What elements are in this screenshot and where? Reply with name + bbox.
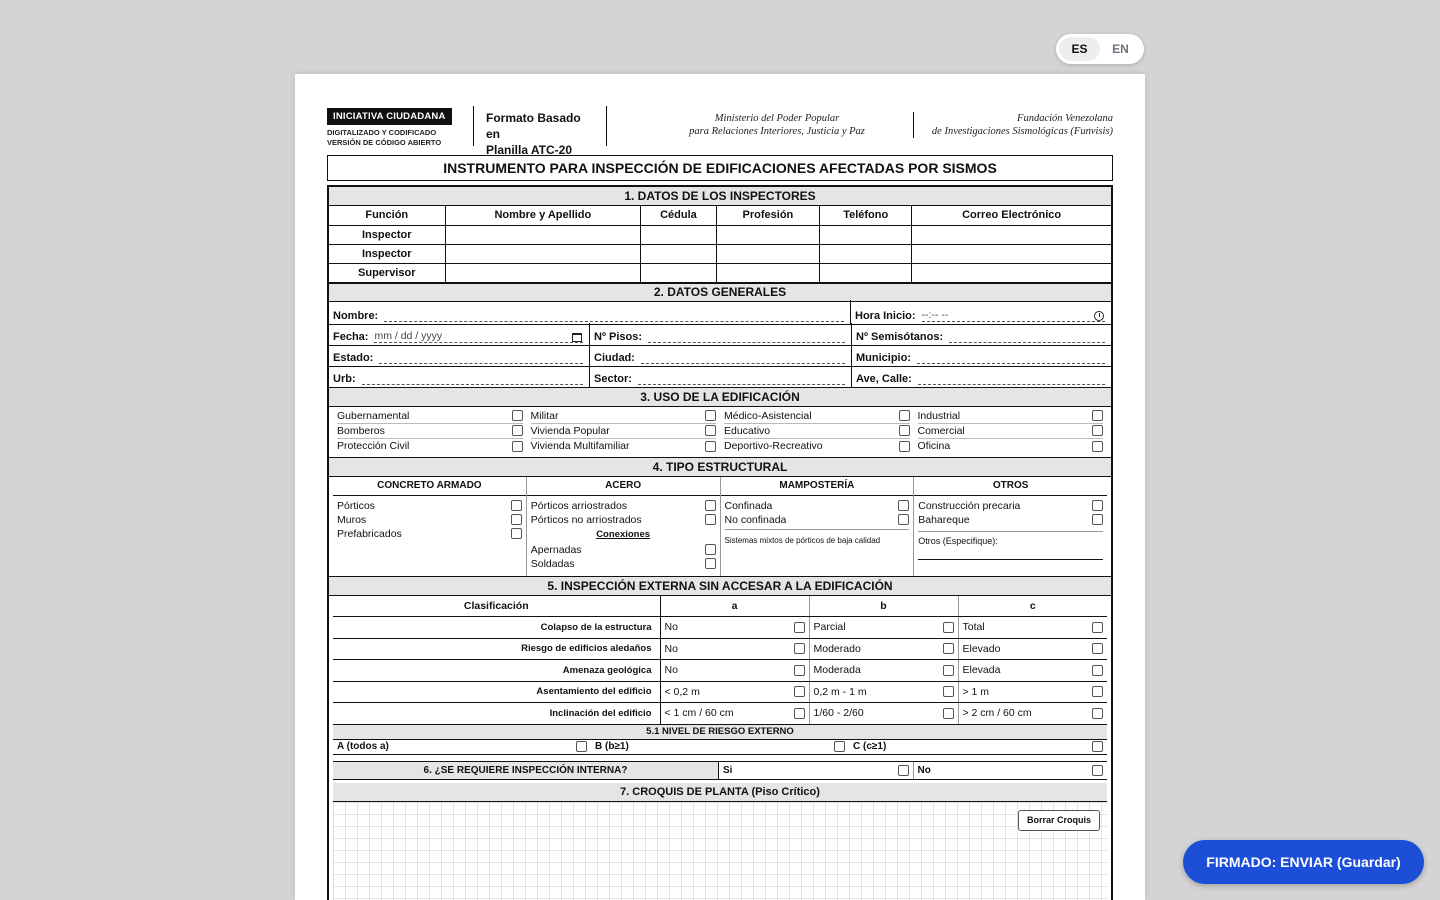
col-header: b [809, 596, 958, 617]
otros-title: OTROS [914, 477, 1107, 496]
option-label: Moderada [813, 664, 861, 677]
option-checkbox[interactable] [1092, 665, 1103, 676]
ministry-line-1: Ministerio del Poder Popular [714, 113, 840, 124]
option-label: Apernadas [530, 543, 582, 556]
ciudad-input[interactable] [641, 352, 845, 364]
criteria-label: Amenaza geológica [333, 660, 660, 682]
structure-option [918, 499, 1103, 513]
option-checkbox[interactable] [943, 686, 954, 697]
brand-sub-1: DIGITALIZADO Y CODIFICADO [327, 128, 437, 137]
usage-option [337, 409, 523, 424]
clock-icon [1094, 311, 1104, 321]
option-label: < 0,2 m [664, 685, 700, 698]
option-checkbox[interactable] [794, 708, 805, 719]
option-c [958, 660, 1107, 682]
concreto-column [333, 477, 527, 576]
usage-label: Oficina [917, 440, 951, 452]
option-label: > 2 cm / 60 cm [962, 707, 1032, 720]
format-line-1: Formato Basado en [486, 111, 581, 141]
col-header: Nombre y Apellido [445, 206, 641, 225]
option-label: No [664, 621, 678, 634]
usage-option [918, 424, 1104, 439]
format-label [473, 106, 607, 157]
section-1-title: 1. DATOS DE LOS INSPECTORES [329, 187, 1111, 206]
risk-level-checkbox[interactable] [834, 741, 845, 752]
option-a [660, 617, 809, 639]
table-row [333, 660, 1107, 682]
option-checkbox[interactable] [898, 500, 909, 511]
foundation-line-1: Fundación Venezolana [1017, 113, 1113, 124]
yes-option [719, 762, 914, 779]
option-checkbox[interactable] [511, 514, 522, 525]
otros-column [914, 477, 1107, 576]
option-checkbox[interactable] [705, 544, 716, 555]
risk-level-label: B (b≥1) [595, 741, 629, 752]
option-checkbox[interactable] [898, 514, 909, 525]
role-label: Inspector [329, 225, 445, 244]
fecha-placeholder: mm / dd / yyyy [374, 329, 443, 342]
usage-option [918, 409, 1104, 424]
estado-input[interactable] [379, 352, 583, 364]
mixed-systems-note: Sistemas mixtos de pórticos de baja calidad [725, 529, 910, 551]
option-checkbox[interactable] [794, 643, 805, 654]
usage-option [724, 409, 910, 424]
usage-label: Médico-Asistencial [724, 409, 812, 422]
inspectors-header-row [329, 206, 1111, 225]
col-header: Teléfono [820, 206, 912, 225]
yes-label: Si [723, 764, 733, 776]
sector-field [590, 373, 851, 385]
section-3-title: 3. USO DE LA EDIFICACIÓN [329, 388, 1111, 407]
risk-level-label: C (c≥1) [853, 741, 887, 752]
criteria-label: Colapso de la estructura [333, 617, 660, 639]
ave-field [852, 373, 1111, 385]
nombre-field [329, 310, 850, 322]
ave-label: Ave, Calle: [856, 372, 912, 385]
language-toggle [1056, 34, 1144, 64]
option-c [958, 703, 1107, 725]
usage-label: Deportivo-Recreativo [724, 440, 823, 452]
usage-checkbox[interactable] [1092, 425, 1103, 436]
phone-input[interactable] [820, 263, 912, 282]
option-checkbox[interactable] [705, 500, 716, 511]
usage-checkbox[interactable] [705, 441, 716, 452]
general-row-4 [329, 367, 1111, 388]
name-input[interactable] [445, 263, 641, 282]
col-header: Clasificación [333, 596, 660, 617]
municipio-label: Municipio: [856, 351, 911, 364]
option-c [958, 681, 1107, 703]
usage-checkbox[interactable] [705, 425, 716, 436]
usage-label: Vivienda Popular [530, 424, 610, 437]
risk-level-checkbox[interactable] [576, 741, 587, 752]
option-label: 0,2 m - 1 m [813, 685, 867, 698]
section-2-title: 2. DATOS GENERALES [329, 283, 1111, 302]
option-b [809, 681, 958, 703]
mamposteria-title: MAMPOSTERÍA [721, 477, 914, 496]
form-header [327, 106, 1113, 157]
acero-column [527, 477, 721, 576]
sketch-canvas[interactable] [333, 802, 1107, 900]
option-label: Moderado [813, 642, 861, 655]
option-label: Muros [337, 513, 367, 526]
profession-input[interactable] [716, 244, 820, 263]
table-row [329, 225, 1111, 244]
col-header: Función [329, 206, 445, 225]
option-checkbox[interactable] [943, 643, 954, 654]
risk-level-checkbox[interactable] [1092, 741, 1103, 752]
table-row [329, 244, 1111, 263]
sector-label: Sector: [594, 372, 632, 385]
general-row-2 [329, 325, 1111, 346]
semisotanos-field [852, 331, 1111, 343]
external-header-row [333, 596, 1107, 617]
otros-spec-label: Otros (Especifique): [918, 531, 1103, 546]
section-6-title: 6. ¿SE REQUIERE INSPECCIÓN INTERNA? [333, 762, 719, 779]
risk-level-label: A (todos a) [337, 741, 389, 752]
risk-level-option [333, 740, 591, 754]
email-input[interactable] [912, 244, 1111, 263]
concreto-title: CONCRETO ARMADO [333, 477, 526, 496]
table-row [333, 703, 1107, 725]
option-checkbox[interactable] [1092, 500, 1103, 511]
option-checkbox[interactable] [1092, 643, 1103, 654]
risk-level-option [849, 740, 1107, 754]
usage-checkbox[interactable] [899, 425, 910, 436]
option-label: Elevada [962, 664, 1001, 677]
option-checkbox[interactable] [943, 622, 954, 633]
option-label: Pórticos [337, 499, 375, 512]
acero-title: ACERO [527, 477, 720, 496]
ministry-line-2: para Relaciones Interiores, Justicia y Paz [689, 126, 865, 137]
submit-button[interactable]: FIRMADO: ENVIAR (Guardar) [1183, 840, 1424, 884]
usage-label: Industrial [917, 409, 961, 422]
hora-field [851, 310, 1111, 322]
option-label: > 1 m [962, 685, 990, 698]
option-checkbox[interactable] [705, 514, 716, 525]
option-label: Soldadas [530, 557, 575, 570]
usage-label: Comercial [917, 424, 965, 437]
option-label: Elevado [962, 642, 1001, 655]
usage-label: Militar [530, 409, 559, 422]
table-row [333, 617, 1107, 639]
option-label: Parcial [813, 621, 846, 634]
option-checkbox[interactable] [1092, 622, 1103, 633]
structure-option [337, 513, 522, 527]
municipio-input[interactable] [917, 352, 1105, 364]
col-header: Cédula [641, 206, 716, 225]
risk-level-option [591, 740, 849, 754]
option-checkbox[interactable] [1092, 686, 1103, 697]
table-row [329, 263, 1111, 282]
option-b [809, 617, 958, 639]
lang-en-button[interactable]: EN [1112, 42, 1129, 56]
option-checkbox[interactable] [511, 528, 522, 539]
usage-option [337, 439, 523, 454]
criteria-label: Riesgo de edificios aledaños [333, 638, 660, 660]
brand-label: INICIATIVA CIUDADANA [327, 108, 452, 125]
option-label: Prefabricados [337, 527, 402, 540]
option-checkbox[interactable] [1092, 708, 1103, 719]
hora-input[interactable] [922, 310, 1105, 322]
foundation-line-2: de Investigaciones Sismológicas (Funvisis) [931, 126, 1113, 137]
usage-checkbox[interactable] [512, 425, 523, 436]
usage-label: Gubernamental [337, 409, 410, 422]
usage-checkbox[interactable] [705, 410, 716, 421]
structure-option [725, 513, 910, 527]
semisotanos-input[interactable] [949, 331, 1105, 343]
usage-label: Bomberos [337, 424, 385, 437]
option-label: < 1 cm / 60 cm [664, 707, 734, 720]
option-b [809, 660, 958, 682]
option-checkbox[interactable] [794, 686, 805, 697]
table-row [333, 681, 1107, 703]
usage-column [333, 409, 527, 454]
option-a [660, 703, 809, 725]
option-label: No [664, 664, 678, 677]
option-a [660, 660, 809, 682]
usage-checkbox[interactable] [512, 410, 523, 421]
risk-level-row [333, 740, 1107, 755]
no-checkbox[interactable] [1092, 765, 1103, 776]
nombre-label: Nombre: [333, 309, 379, 322]
option-label: Pórticos no arriostrados [530, 513, 642, 526]
name-input[interactable] [445, 244, 641, 263]
option-label: Bahareque [918, 513, 970, 526]
ministry-label [657, 112, 897, 138]
foundation-label [913, 112, 1113, 138]
ciudad-label: Ciudad: [594, 351, 635, 364]
usage-option [531, 424, 717, 439]
inspectors-table [329, 206, 1111, 283]
id-input[interactable] [641, 225, 716, 244]
section-5-1-title: 5.1 NIVEL DE RIESGO EXTERNO [333, 725, 1107, 740]
option-a [660, 681, 809, 703]
ciudad-field [590, 352, 851, 364]
pisos-input[interactable] [648, 331, 845, 343]
semisotanos-label: Nº Semisótanos: [856, 330, 944, 343]
structure-option [531, 543, 716, 557]
role-label: Supervisor [329, 263, 445, 282]
usage-option [918, 439, 1104, 454]
option-label: Construcción precaria [918, 499, 1021, 512]
yes-checkbox[interactable] [898, 765, 909, 776]
structure-option [531, 499, 716, 513]
municipio-field [852, 352, 1111, 364]
conexiones-label: Conexiones [596, 529, 651, 540]
section-7-title: 7. CROQUIS DE PLANTA (Piso Crítico) [333, 783, 1107, 802]
profession-input[interactable] [716, 225, 820, 244]
structure-option [531, 513, 716, 527]
option-checkbox[interactable] [794, 665, 805, 676]
role-label: Inspector [329, 244, 445, 263]
hora-placeholder: --:-- -- [921, 308, 949, 321]
usage-checkbox[interactable] [1092, 410, 1103, 421]
mamposteria-column [721, 477, 915, 576]
structure-option [337, 527, 522, 541]
name-input[interactable] [445, 225, 641, 244]
col-header: Profesión [716, 206, 820, 225]
urb-field [329, 373, 589, 385]
option-a [660, 638, 809, 660]
general-row-1 [329, 302, 1111, 325]
criteria-label: Asentamiento del edificio [333, 681, 660, 703]
usage-option [337, 424, 523, 439]
usage-label: Vivienda Multifamiliar [530, 440, 630, 452]
option-label: Total [962, 621, 985, 634]
option-checkbox[interactable] [511, 500, 522, 511]
profession-input[interactable] [716, 263, 820, 282]
no-option [914, 762, 1108, 779]
option-c [958, 638, 1107, 660]
brand-block [327, 106, 452, 148]
option-checkbox[interactable] [1092, 514, 1103, 525]
section-4-title: 4. TIPO ESTRUCTURAL [329, 458, 1111, 477]
section-5-title: 5. INSPECCIÓN EXTERNA SIN ACCESAR A LA EDIFICACIÓN [329, 577, 1111, 596]
table-row [333, 638, 1107, 660]
fecha-field [329, 331, 589, 343]
usage-column [720, 409, 914, 454]
format-line-2: Planilla ATC-20 [486, 143, 573, 157]
option-checkbox[interactable] [943, 708, 954, 719]
lang-es-button[interactable]: ES [1059, 37, 1100, 61]
external-inspection-table [333, 596, 1107, 725]
nombre-input[interactable] [384, 310, 844, 322]
option-label: Confinada [724, 499, 773, 512]
structure-option [725, 499, 910, 513]
option-checkbox[interactable] [943, 665, 954, 676]
form-body [327, 185, 1113, 900]
structure-option [918, 513, 1103, 527]
id-input[interactable] [641, 263, 716, 282]
hora-label: Hora Inicio: [855, 309, 916, 322]
usage-label: Protección Civil [337, 440, 410, 452]
col-header: Correo Electrónico [912, 206, 1111, 225]
email-input[interactable] [912, 263, 1111, 282]
sector-input[interactable] [638, 373, 845, 385]
pisos-field [590, 331, 851, 343]
usage-checkbox[interactable] [899, 441, 910, 452]
criteria-label: Inclinación del edificio [333, 703, 660, 725]
urb-label: Urb: [333, 372, 356, 385]
option-label: 1/60 - 2/60 [813, 707, 864, 720]
usage-label: Educativo [724, 424, 771, 437]
structure-option [337, 499, 522, 513]
usage-column [527, 409, 721, 454]
usage-checkbox[interactable] [1092, 441, 1103, 452]
option-label: Pórticos arriostrados [530, 499, 628, 512]
usage-option [724, 424, 910, 439]
structure-grid [329, 477, 1111, 577]
form-title: INSTRUMENTO PARA INSPECCIÓN DE EDIFICACIONES AFECTADAS POR SISMOS [327, 155, 1113, 181]
brand-sub-2: VERSIÓN DE CÓDIGO ABIERTO [327, 138, 442, 147]
option-checkbox[interactable] [794, 622, 805, 633]
form-sheet [295, 74, 1145, 900]
ave-input[interactable] [918, 373, 1105, 385]
email-input[interactable] [912, 225, 1111, 244]
estado-label: Estado: [333, 351, 374, 364]
option-b [809, 703, 958, 725]
usage-option [531, 439, 717, 454]
general-row-3 [329, 346, 1111, 367]
otros-spec-input[interactable] [918, 546, 1103, 560]
id-input[interactable] [641, 244, 716, 263]
pisos-label: Nº Pisos: [594, 330, 643, 343]
option-b [809, 638, 958, 660]
usage-column [914, 409, 1108, 454]
usage-checkbox[interactable] [512, 441, 523, 452]
structure-option [531, 557, 716, 571]
usage-grid [329, 407, 1111, 458]
option-label: No [664, 642, 678, 655]
option-checkbox[interactable] [705, 558, 716, 569]
no-label: No [917, 764, 931, 776]
fecha-input[interactable] [374, 331, 583, 343]
option-label: No confinada [724, 513, 787, 526]
usage-checkbox[interactable] [899, 410, 910, 421]
urb-input[interactable] [362, 373, 583, 385]
col-header: c [958, 596, 1107, 617]
col-header: a [660, 596, 809, 617]
option-c [958, 617, 1107, 639]
clear-sketch-button[interactable]: Borrar Croquis [1018, 810, 1100, 831]
calendar-icon [572, 333, 582, 342]
estado-field [329, 352, 589, 364]
phone-input[interactable] [820, 225, 912, 244]
phone-input[interactable] [820, 244, 912, 263]
usage-option [724, 439, 910, 454]
usage-option [531, 409, 717, 424]
internal-inspection-row [333, 761, 1107, 780]
fecha-label: Fecha: [333, 330, 369, 343]
